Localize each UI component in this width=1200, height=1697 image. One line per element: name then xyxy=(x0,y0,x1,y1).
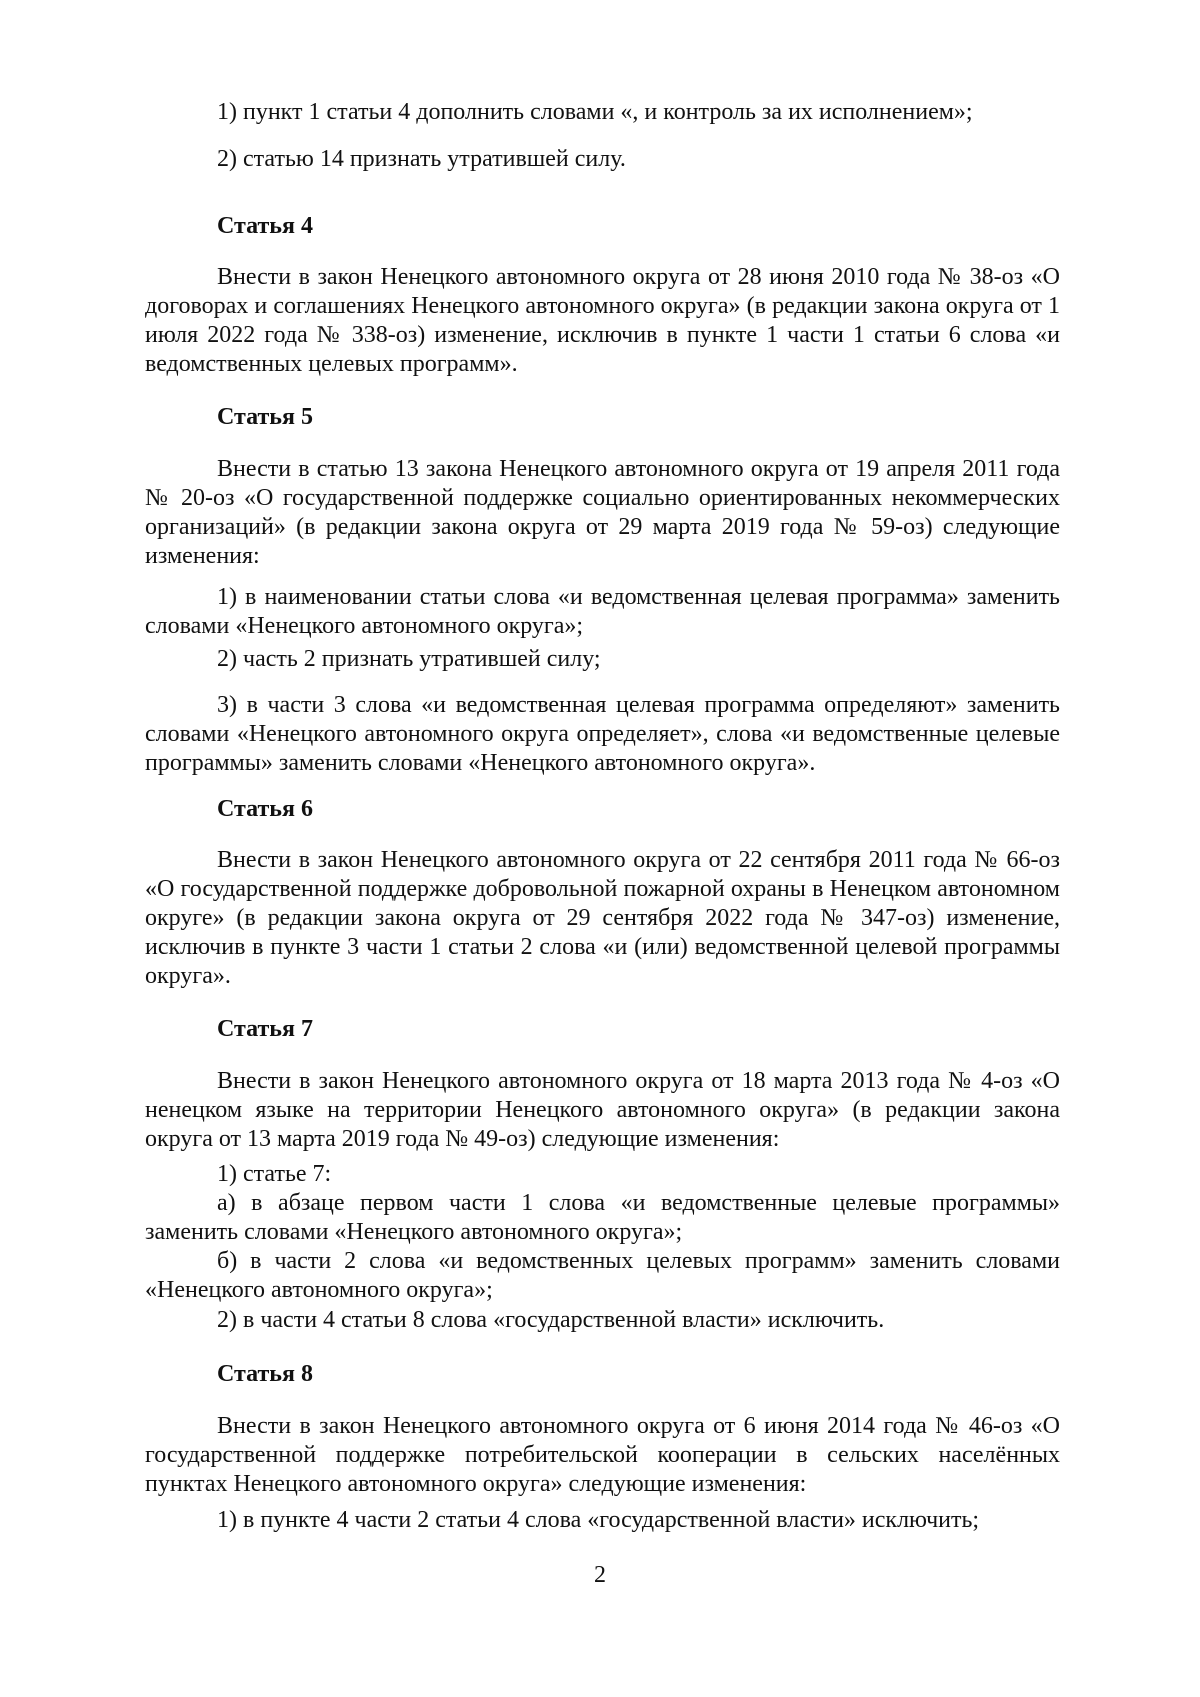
article-5-item-2 xyxy=(145,645,1060,674)
article-5-heading: Статья 5 xyxy=(217,404,313,430)
article-7-body xyxy=(145,1067,1060,1154)
article-5-item-3 xyxy=(145,691,1060,778)
article-6-heading: Статья 6 xyxy=(217,796,313,822)
article-5-text: Внести в статью 13 закона Ненецкого автономного округа от 19 апреля 2011 года № 20-оз «О государственной поддержке социально ориентированных некоммерческих организаций» (в редакции закона округа от 29 марта 2019 года № 59-оз) следующие изменения: xyxy=(145,456,1060,569)
article-6-body xyxy=(145,846,1060,991)
article-8-heading: Статья 8 xyxy=(217,1361,313,1387)
page-number: 2 xyxy=(594,1562,606,1588)
article-5-item-1 xyxy=(145,583,1060,641)
article-6-text: Внести в закон Ненецкого автономного округа от 22 сентября 2011 года № 66-оз «О государственной поддержке добровольной пожарной охраны в Ненецком автономном округе» (в редакции закона округа от 29 сентября 2022 года № 347-оз) изменение, исключив в пункте 3 части 1 статьи 2 слова «и (или) ведомственной целевой программы округа». xyxy=(145,847,1060,989)
article-8-body xyxy=(145,1412,1060,1499)
article-5-body xyxy=(145,455,1060,571)
article-7-text: Внести в закон Ненецкого автономного округа от 18 марта 2013 года № 4-оз «О ненецком языке на территории Ненецкого автономного округа» (в редакции закона округа от 13 марта 2019 года № 49-оз) следующие изменения: xyxy=(145,1068,1060,1152)
article-4-body xyxy=(145,263,1060,379)
article-7-heading: Статья 7 xyxy=(217,1016,313,1042)
list-item: 2) статью 14 признать утратившей силу. xyxy=(217,146,626,172)
list-item: 1) в наименовании статьи слова «и ведомственная целевая программа» заменить словами «Ненецкого автономного округа»; xyxy=(145,584,1060,639)
article-4-text: Внести в закон Ненецкого автономного округа от 28 июня 2010 года № 38-оз «О договорах и соглашениях Ненецкого автономного округа» (в редакции закона округа от 1 июля 2022 года № 338-оз) изменение, исключив в пункте 1 части 1 статьи 6 слова «и ведомственных целевых программ». xyxy=(145,264,1060,377)
list-item: 2) часть 2 признать утратившей силу; xyxy=(217,646,601,672)
top-items-2 xyxy=(145,145,1060,174)
list-item: 2) в части 4 статьи 8 слова «государственной власти» исключить. xyxy=(217,1307,885,1333)
list-item: а) в абзаце первом части 1 слова «и ведомственные целевые программы» заменить словами «Ненецкого автономного округа»; xyxy=(145,1190,1060,1245)
top-items xyxy=(145,98,1060,127)
article-4-heading: Статья 4 xyxy=(217,213,313,239)
list-item: 1) пункт 1 статьи 4 дополнить словами «, и контроль за их исполнением»; xyxy=(217,99,973,125)
article-7-item-2 xyxy=(145,1306,1060,1335)
article-8-text: Внести в закон Ненецкого автономного округа от 6 июня 2014 года № 46-оз «О государственной поддержке потребительской кооперации в сельских населённых пунктах Ненецкого автономного округа» следующие изменения: xyxy=(145,1413,1060,1497)
list-item: 1) в пункте 4 части 2 статьи 4 слова «государственной власти» исключить; xyxy=(217,1507,980,1533)
list-item: 3) в части 3 слова «и ведомственная целевая программа определяют» заменить словами «Ненецкого автономного округа определяет», слова «и ведомственные целевые программы» заменить словами «Ненецкого автономного округа». xyxy=(145,692,1060,776)
article-8-item-1 xyxy=(145,1506,1060,1535)
list-item: б) в части 2 слова «и ведомственных целевых программ» заменить словами «Ненецкого автономного округа»; xyxy=(145,1248,1060,1303)
article-7-items xyxy=(145,1160,1060,1305)
list-item: 1) статье 7: xyxy=(217,1161,332,1187)
